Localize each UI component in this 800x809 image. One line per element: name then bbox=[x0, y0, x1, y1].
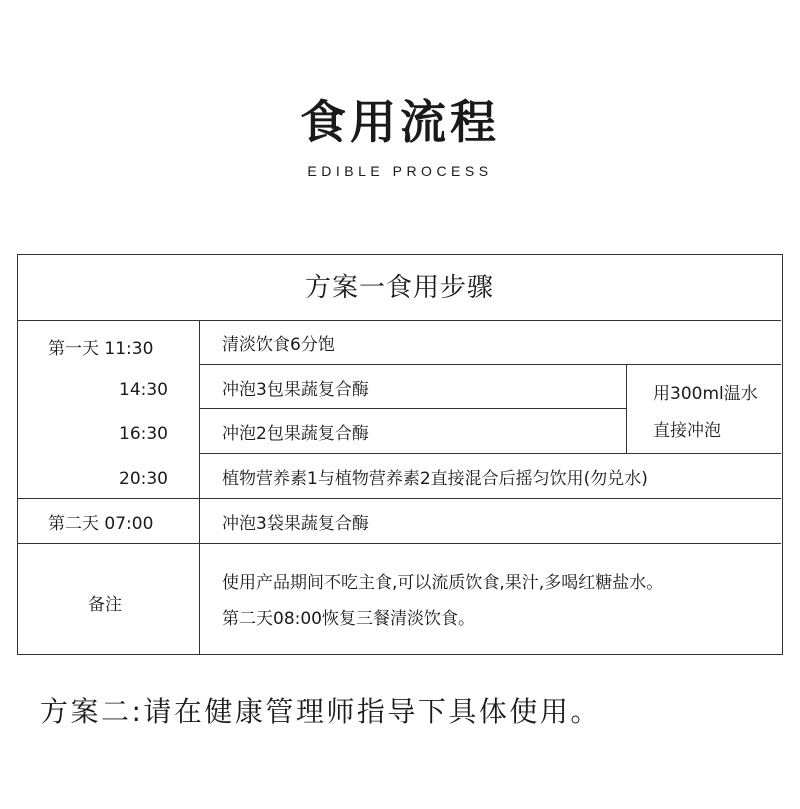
day-1-label: 第一天 11:30 bbox=[48, 339, 154, 359]
row-3-time: 16:30 bbox=[119, 424, 168, 444]
rule-below-heading bbox=[18, 320, 781, 321]
row-4-content: 植物营养素1与植物营养素2直接混合后摇匀饮用(勿兑水) bbox=[222, 469, 648, 489]
table-heading: 方案一食用步骤 bbox=[304, 273, 494, 303]
rule-row-1 bbox=[200, 364, 781, 365]
rule-side-note bbox=[626, 364, 627, 453]
rule-day-1-end bbox=[18, 498, 781, 499]
rule-row-3 bbox=[200, 453, 781, 454]
side-note-line-1: 用300ml温水 bbox=[653, 384, 758, 404]
rule-left-column bbox=[199, 320, 200, 654]
remark-line-2: 第二天08:00恢复三餐清淡饮食。 bbox=[222, 609, 475, 629]
plan-two-note: 方案二:请在健康管理师指导下具体使用。 bbox=[40, 695, 601, 728]
schedule-table bbox=[17, 254, 783, 655]
page-title: 食用流程 bbox=[300, 95, 500, 149]
remark-line-1: 使用产品期间不吃主食,可以流质饮食,果汁,多喝红糖盐水。 bbox=[222, 573, 664, 593]
rule-day-2-end bbox=[18, 543, 781, 544]
row-1-content: 清淡饮食6分饱 bbox=[222, 335, 335, 355]
row-5-content: 冲泡3袋果蔬复合酶 bbox=[222, 514, 369, 534]
row-2-time: 14:30 bbox=[119, 380, 168, 400]
row-3-content: 冲泡2包果蔬复合酶 bbox=[222, 424, 369, 444]
rule-row-2 bbox=[200, 408, 627, 409]
row-2-content: 冲泡3包果蔬复合酶 bbox=[222, 380, 369, 400]
row-4-time: 20:30 bbox=[119, 469, 168, 489]
day-2-label: 第二天 07:00 bbox=[48, 514, 154, 534]
page-subtitle: EDIBLE PROCESS bbox=[307, 163, 493, 179]
remark-label: 备注 bbox=[88, 595, 122, 615]
side-note-line-2: 直接冲泡 bbox=[653, 421, 721, 441]
